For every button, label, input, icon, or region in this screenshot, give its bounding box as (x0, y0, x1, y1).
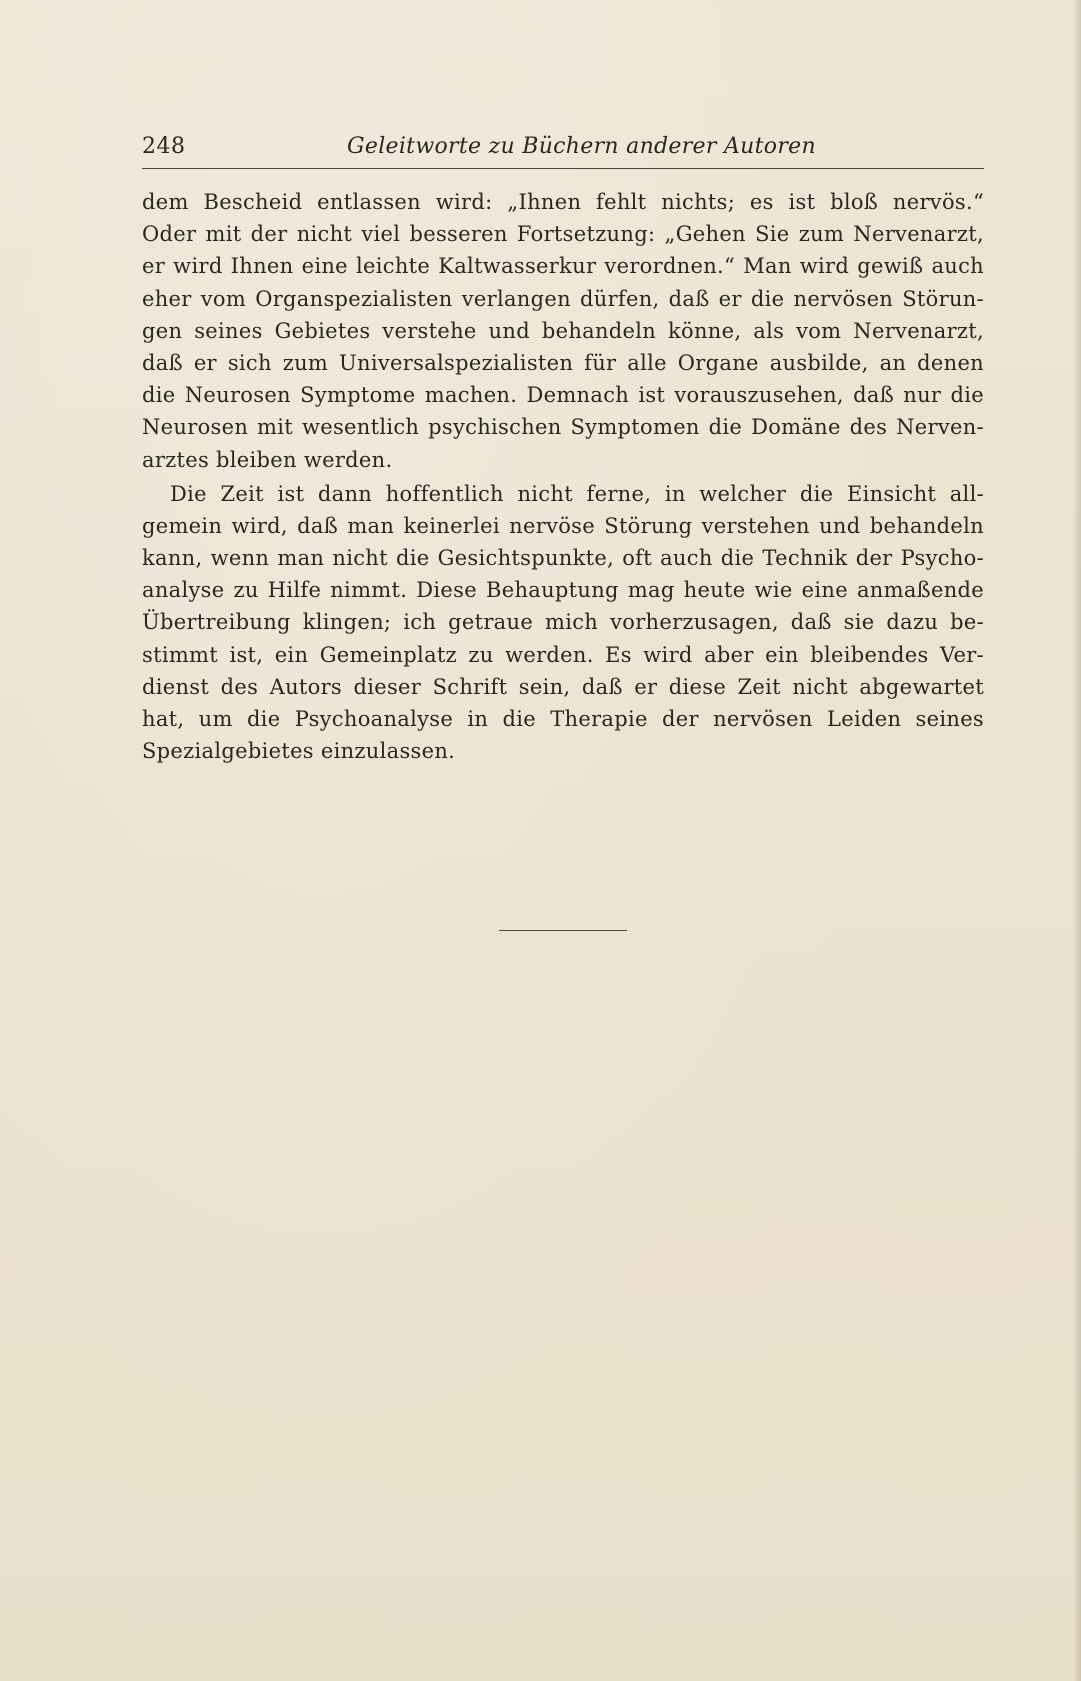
text-line: gemein wird, daß man keinerlei nervöse Störung verstehen und behandeln (142, 513, 984, 538)
text-line: kann, wenn man nicht die Gesichtspunkte, oft auch die Technik der Psycho- (142, 546, 984, 571)
page-number: 248 (142, 134, 186, 159)
body-text (142, 186, 984, 767)
text-line: arztes bleiben werden. (142, 447, 393, 472)
text-line: Die Zeit ist dann hoffentlich nicht ferne, in welcher die Einsicht all- (170, 481, 984, 506)
running-title: Geleitworte zu Büchern anderer Autoren (347, 134, 816, 159)
text-line: Oder mit der nicht viel besseren Fortsetzung: „Gehen Sie zum Nervenarzt, (142, 222, 984, 247)
paragraph-2 (142, 478, 984, 768)
text-line: analyse zu Hilfe nimmt. Diese Behauptung mag heute wie eine anmaßende (142, 578, 984, 603)
text-line: er wird Ihnen eine leichte Kaltwasserkur verordnen.“ Man wird gewiß auch (142, 254, 984, 279)
text-line: hat, um die Psychoanalyse in die Therapie der nervösen Leiden seines (142, 707, 984, 731)
end-rule (499, 930, 627, 931)
text-line: die Neurosen Symptome machen. Demnach ist vorauszusehen, daß nur die (142, 383, 984, 408)
text-line: gen seines Gebietes verstehe und behandeln könne, als vom Nervenarzt, (142, 318, 984, 343)
text-line: stimmt ist, ein Gemeinplatz zu werden. Es wird aber ein bleibendes Ver- (142, 642, 984, 667)
text-line: eher vom Organspezialisten verlangen dürfen, daß er die nervösen Störun- (142, 286, 984, 311)
text-line: daß er sich zum Universalspezialisten für alle Organe ausbilde, an denen (142, 350, 984, 375)
text-line: Übertreibung klingen; ich getraue mich vorherzusagen, daß sie dazu be- (142, 610, 984, 635)
running-head (142, 134, 984, 166)
text-line: Spezialgebietes einzulassen. (142, 739, 456, 764)
text-line: dienst des Autors dieser Schrift sein, daß er diese Zeit nicht abgewartet (142, 674, 984, 699)
text-line: Neurosen mit wesentlich psychischen Symptomen die Domäne des Nerven- (142, 415, 984, 440)
text-line: dem Bescheid entlassen wird: „Ihnen fehlt nichts; es ist bloß nervös.“ (142, 190, 984, 214)
paragraph-1 (142, 186, 984, 476)
header-rule (142, 168, 984, 169)
